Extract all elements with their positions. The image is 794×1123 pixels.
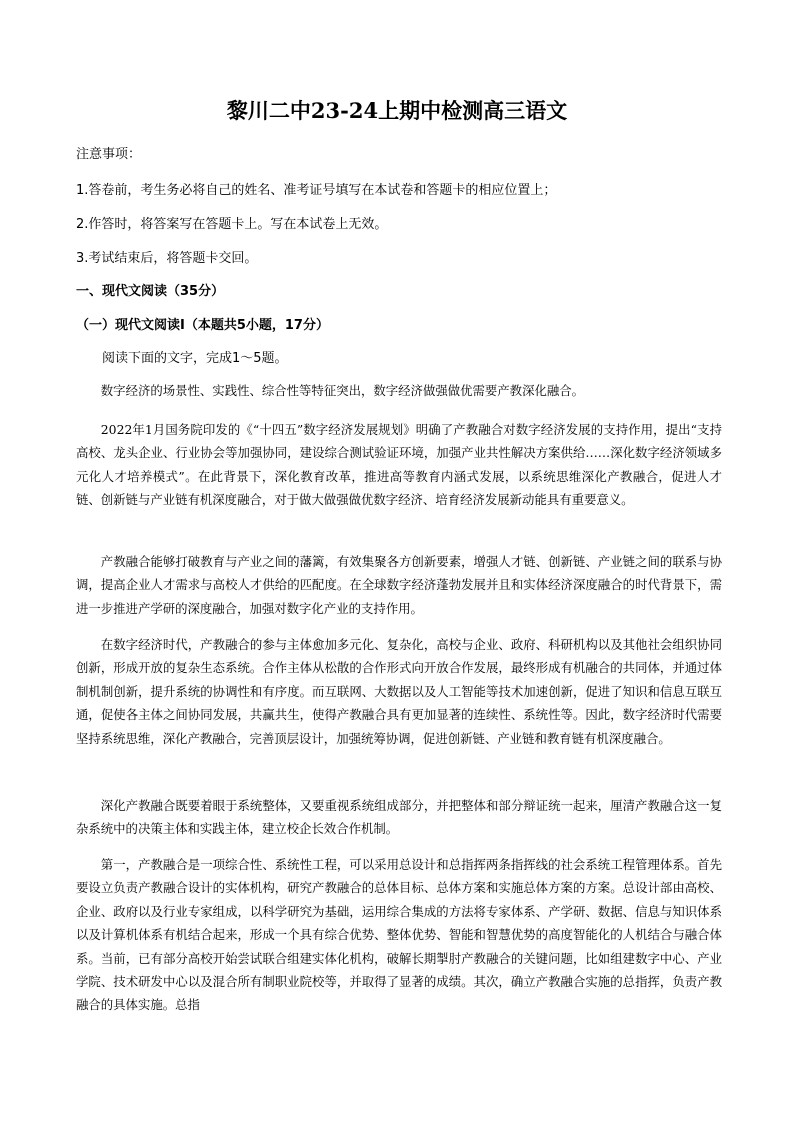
passage-paragraph: 2022年1月国务院印发的《“十四五”数字经济发展规划》明确了产教融合对数字经济发展的支持作用，提出“支持高校、龙头企业、行业协会等加强协同，建设综合测试验证环境，加强产业共性解决方案供给……深化数字经济领域多元化人才培养模式”。在此背景下，深化教育改革，推进高等教育内涵式发展，以系统思维深化产教融合，促进人才链、创新链与产业链有机深度融合，对于做大做强做优数字经济、培育经济发展新动能具有重要意义。 <box>76 422 722 508</box>
passage-paragraph: 在数字经济时代，产教融合的参与主体愈加多元化、复杂化，高校与企业、政府、科研机构以及其他社会组织协同创新，形成开放的复杂生态系统。合作主体从松散的合作形式向开放合作发展，最终形成有机融合的共同体，并通过体制机制创新，提升系统的协调性和有序度。而互联网、大数据以及人工智能等技术加速创新，促进了知识和信息互联互通，促使各主体之间协同发展，共赢共生，使得产教融合具有更加显著的连续性、系统性等。因此，数字经济时代需要坚持系统思维，深化产教融合，完善顶层设计，加强统筹协调，促进创新链、产业链和教育链有机深度融合。 <box>76 637 722 746</box>
passage-paragraph: 深化产教融合既要着眼于系统整体，又要重视系统组成部分，并把整体和部分辩证统一起来，厘清产教融合这一复杂系统中的决策主体和实践主体，建立校企长效合作机制。 <box>76 798 722 837</box>
passage-paragraph: 第一，产教融合是一项综合性、系统性工程，可以采用总设计和总指挥两条指挥线的社会系统工程管理体系。首先要设立负责产教融合设计的实体机构，研究产教融合的总体目标、总体方案和实施总体方案的方案。总设计部由高校、企业、政府以及行业专家组成，以科学研究为基础，运用综合集成的方法将专家体系、产学研、数据、信息与知识体系以及计算机体系有机结合起来，形成一个具有综合优势、整体优势、智能和智慧优势的高度智能化的人机结合与融合体系。当前，已有部分高校开始尝试联合组建实体化机构，破解长期掣肘产教融合的关键问题，比如组建数字中心、产业学院、技术研发中心以及混合所有制职业院校等，并取得了显著的成绩。其次，确立产教融合实施的总指挥，负责产教融合的具体实施。总指 <box>76 857 722 1013</box>
passage-paragraph: 产教融合能够打破教育与产业之间的藩篱，有效集聚各方创新要素，增强人才链、创新链、产业链之间的联系与协调，提高企业人才需求与高校人才供给的匹配度。在全球数字经济蓬勃发展并且和实体经济深度融合的时代背景下，需进一步推进产学研的深度融合，加强对数字化产业的支持作用。 <box>76 554 722 616</box>
reading-instruction: 阅读下面的文字，完成1～5题。 <box>102 351 288 366</box>
notice-heading: 注意事项： <box>76 147 142 162</box>
notice-item: 1.答卷前，考生务必将自己的姓名、准考证号填写在本试卷和答题卡的相应位置上； <box>76 183 557 198</box>
document-title: 黎川二中23-24上期中检测高三语文 <box>226 98 568 123</box>
notice-item: 2.作答时，将答案写在答题卡上。写在本试卷上无效。 <box>76 217 388 232</box>
section-subheading: （一）现代文阅读Ⅰ（本题共5小题，17分） <box>76 318 329 333</box>
notice-item: 3.考试结束后，将答题卡交回。 <box>76 251 258 266</box>
passage-paragraph: 数字经济的场景性、实践性、综合性等特征突出，数字经济做强做优需要产教深化融合。 <box>100 383 585 398</box>
section-heading: 一、现代文阅读（35分） <box>76 284 225 299</box>
